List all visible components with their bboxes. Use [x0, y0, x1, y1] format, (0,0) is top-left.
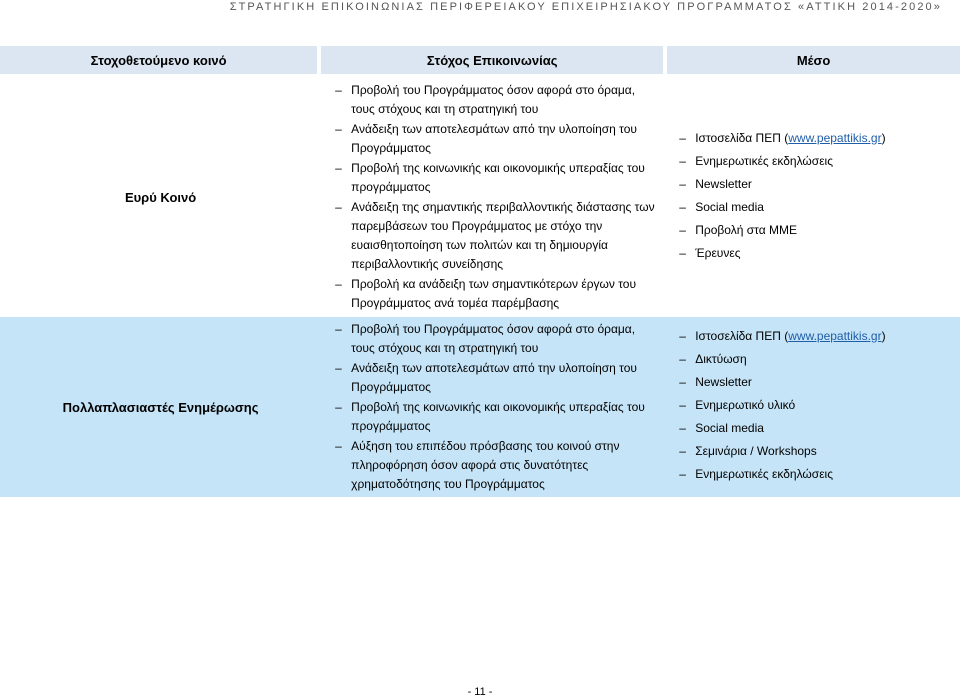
- website-link[interactable]: www.pepattikis.gr: [788, 328, 882, 343]
- website-suffix: ): [881, 328, 886, 343]
- list-item: – Ενημερωτικές εκδηλώσεις: [667, 152, 960, 171]
- list-item: – Ενημερωτικές εκδηλώσεις: [667, 465, 960, 484]
- list-item: – Newsletter: [667, 175, 960, 194]
- means-list: [667, 129, 960, 263]
- list-item: – Social media: [667, 419, 960, 438]
- list-item: – Προβολή στα ΜΜΕ: [667, 221, 960, 240]
- list-item: – Έρευνες: [667, 244, 960, 263]
- audience-cell: Ευρύ Κοινό: [0, 78, 321, 317]
- website-suffix: ): [881, 130, 886, 145]
- website-prefix: Ιστοσελίδα ΠΕΠ (: [695, 130, 789, 145]
- list-item: – Προβολή του Προγράμματος όσον αφορά στο όραμα, τους στόχους και τη στρατηγική του: [321, 81, 667, 119]
- list-item: – Social media: [667, 198, 960, 217]
- list-item: – Σεμινάρια / Workshops: [667, 442, 960, 461]
- list-item: – Προβολή της κοινωνικής και οικονομικής υπεραξίας του προγράμματος: [321, 159, 667, 197]
- list-item-website: [667, 327, 960, 346]
- goals-list: [321, 81, 667, 313]
- means-list: [667, 327, 960, 484]
- audience-cell: Πολλαπλασιαστές Ενημέρωσης: [0, 317, 321, 497]
- list-item: – Ανάδειξη των αποτελεσμάτων από την υλοποίηση του Προγράμματος: [321, 359, 667, 397]
- list-item-website: [667, 129, 960, 148]
- page-header: ΣΤΡΑΤΗΓΙΚΗ ΕΠΙΚΟΙΝΩΝΙΑΣ ΠΕΡΙΦΕΡΕΙΑΚΟΥ ΕΠΙΧΕΙΡΗΣΙΑΚΟΥ ΠΡΟΓΡΑΜΜΑΤΟΣ «ΑΤΤΙΚΗ 2014-2020»: [0, 0, 960, 16]
- communication-table: [0, 46, 960, 497]
- table-row: [0, 317, 960, 497]
- goals-list: [321, 320, 667, 494]
- list-item: – Προβολή κα ανάδειξη των σημαντικότερων έργων του Προγράμματος ανά τομέα παρέμβασης: [321, 275, 667, 313]
- column-header-means: Μέσο: [667, 46, 960, 78]
- page-number: - 11 -: [467, 686, 493, 698]
- list-item: – Ανάδειξη των αποτελεσμάτων από την υλοποίηση του Προγράμματος: [321, 120, 667, 158]
- means-cell: [667, 78, 960, 317]
- list-item: – Ανάδειξη της σημαντικής περιβαλλοντικής διάστασης των παρεμβάσεων του Προγράμματος με στόχο την ευαισθητοποίηση των πολιτών και τη δημιουργία περιβαλλοντικής συνείδησης: [321, 198, 667, 274]
- website-link[interactable]: www.pepattikis.gr: [788, 130, 882, 145]
- column-header-audience: Στοχοθετούμενο κοινό: [0, 46, 321, 78]
- means-cell: [667, 317, 960, 497]
- list-item: – Προβολή της κοινωνικής και οικονομικής υπεραξίας του προγράμματος: [321, 398, 667, 436]
- goals-cell: [321, 317, 667, 497]
- list-item: – Δικτύωση: [667, 350, 960, 369]
- table-header-row: [0, 46, 960, 78]
- goals-cell: [321, 78, 667, 317]
- website-prefix: Ιστοσελίδα ΠΕΠ (: [695, 328, 789, 343]
- list-item: – Προβολή του Προγράμματος όσον αφορά στο όραμα, τους στόχους και τη στρατηγική του: [321, 320, 667, 358]
- list-item: – Ενημερωτικό υλικό: [667, 396, 960, 415]
- list-item: – Αύξηση του επιπέδου πρόσβασης του κοινού στην πληροφόρηση όσον αφορά στις δυνατότητες χρηματοδότησης του Προγράμματος: [321, 437, 667, 494]
- list-item: – Newsletter: [667, 373, 960, 392]
- column-header-goal: Στόχος Επικοινωνίας: [321, 46, 667, 78]
- table-row: [0, 78, 960, 317]
